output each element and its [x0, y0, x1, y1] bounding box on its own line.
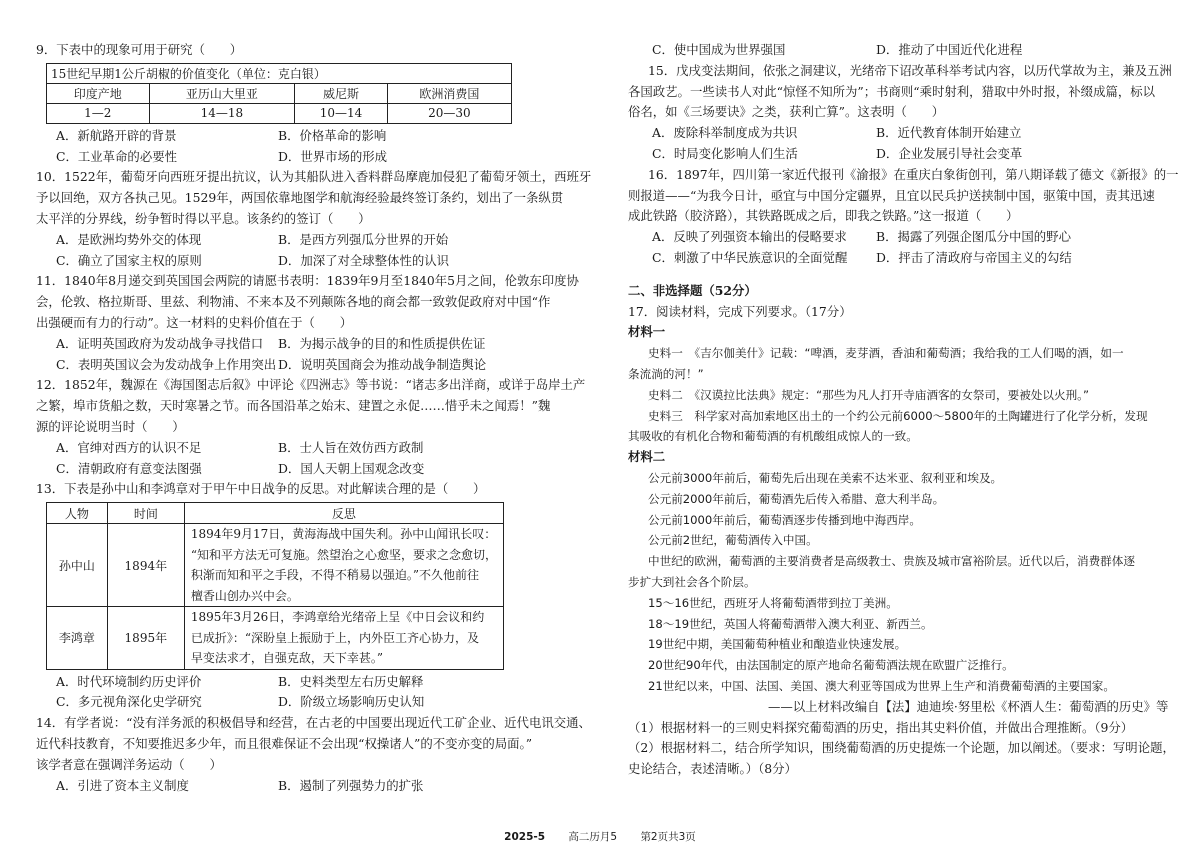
q13-option-b[interactable]: B．史料类型左右历史解释: [278, 673, 424, 689]
q14-stem-line: 近代科技教育，不知要推迟多少年，而且很难保证不会出现“权操诸人”的不变亦变的局面。”: [36, 736, 533, 752]
q13-time-cell: 1895年: [107, 607, 184, 670]
q13-reflection-cell: [184, 607, 503, 670]
material-1-line: 条流淌的河！”: [628, 366, 704, 381]
q13-header-person: 人物: [47, 503, 108, 524]
q11-stem-line: 出强硬而有力的行动”。这一材料的史料价值在于（ ）: [36, 314, 353, 330]
q10-option-c[interactable]: C．确立了国家主权的原则: [56, 252, 202, 268]
q17-stem: 17．阅读材料，完成下列要求。（17分）: [628, 303, 852, 319]
q16-option-a[interactable]: A．反映了列强资本输出的侵略要求: [652, 229, 847, 245]
q12-options-row: [36, 438, 578, 459]
q9-options-row: [36, 147, 578, 168]
material-1-line: 史料三 科学家对高加索地区出土的一个约公元前6000～5800年的土陶罐进行了化学分析，发现: [648, 408, 1148, 423]
q11-option-c[interactable]: C．表明英国议会为发动战争上作用突出: [56, 356, 277, 372]
material-2-line: 19世纪中期，美国葡萄种植业和酿造业快速发展。: [648, 637, 907, 652]
q16-option-b[interactable]: B．揭露了列强企图瓜分中国的野心: [876, 229, 1071, 245]
q13-reflection-line: 1895年3月26日，李鸿章给光绪帝上呈《中日会议和约: [190, 610, 485, 625]
right-column: [628, 40, 1179, 780]
q14-stem-line: 该学者意在强调洋务运动（ ）: [36, 756, 222, 772]
material-2-line: 中世纪的欧洲，葡萄酒的主要消费者是高级教士、贵族及城市富裕阶层。近代以后，消费群体逐: [648, 554, 1135, 569]
q12-options-row: [36, 459, 578, 480]
q11-option-a[interactable]: A．证明英国政府为发动战争寻找借口: [56, 335, 264, 351]
section-2-heading: 二、非选择题（52分）: [628, 282, 757, 298]
q16-option-c[interactable]: C．刺激了中华民族意识的全面觉醒: [652, 249, 848, 265]
q11-options-row: [36, 334, 578, 355]
q10-stem-line: 太平洋的分界线，纷争暂时得以平息。该条约的签订（ ）: [36, 210, 371, 226]
q13-reflection-line: 檀香山创办兴中会。: [190, 588, 299, 603]
q9-option-a[interactable]: A．新航路开辟的背景: [56, 127, 177, 143]
material-1-line: 史料一 《吉尔伽美什》记载：“啤酒，麦芽酒，香油和葡萄酒；我给我的工人们喝的酒，如一: [648, 346, 1124, 361]
q15-options-row: [628, 123, 1168, 144]
q14-option-d[interactable]: D．推动了中国近代化进程: [876, 42, 1023, 57]
q15-option-b[interactable]: B．近代教育体制开始建立: [876, 125, 1022, 141]
q14-option-a[interactable]: A．引进了资本主义制度: [56, 777, 189, 793]
q9-option-c[interactable]: C．工业革命的必要性: [56, 148, 177, 164]
q12-option-a[interactable]: A．官绅对西方的认识不足: [56, 439, 202, 455]
q14-option-b[interactable]: B．遏制了列强势力的扩张: [278, 777, 424, 793]
material-1-line: 其吸收的有机化合物和葡萄酒的有机酸组成惊人的一致。: [628, 429, 918, 444]
q14-stem-line: 14．有学者说：“没有洋务派的积极倡导和经营，在古老的中国要出现近代工矿企业、近代电讯交通、: [36, 715, 591, 731]
q10-option-d[interactable]: D．加深了对全球整体性的认识: [278, 252, 450, 268]
q9-value-cell: 14—18: [149, 103, 295, 123]
q12-option-c[interactable]: C．清朝政府有意变法图强: [56, 460, 202, 476]
q16-options-row: [628, 248, 1168, 269]
material-2-line: 21世纪以来，中国、法国、美国、澳大利亚等国成为世界上生产和消费葡萄酒的主要国家。: [648, 678, 1115, 693]
footer-date: 2025-5: [504, 831, 546, 843]
q12-option-b[interactable]: B．士人旨在效仿西方政制: [278, 439, 424, 455]
q12-option-d[interactable]: D．国人天朝上国观念改变: [278, 460, 425, 476]
material-2-line: 公元前3000年前后，葡萄先后出现在美索不达米亚、叙利亚和埃及。: [648, 470, 1003, 485]
q10-option-a[interactable]: A．是欧洲均势外交的体现: [56, 231, 202, 247]
q13-person-cell: 李鸿章: [47, 607, 108, 670]
q17-requirement-line: （2）根据材料二，结合所学知识，围绕葡萄酒的历史提炼一个论题，加以阐述。（要求：写明论题，: [628, 740, 1175, 756]
q11-stem-line: 11．1840年8月递交到英国国会两院的请愿书表明：1839年9月至1840年5月之间，伦敦东印度协: [36, 273, 579, 289]
q12-stem-line: 之繁，埠市货船之数，天时寒暑之节。而各国沿革之始末、建置之永促……惜乎未之闻焉！”魏: [36, 398, 551, 414]
q14-option-c[interactable]: C．使中国成为世界强国: [652, 42, 786, 57]
q13-reflection-cell: [184, 524, 503, 607]
q10-option-b[interactable]: B．是西方列强瓜分世界的开始: [278, 231, 449, 247]
q16-option-d[interactable]: D．抨击了清政府与帝国主义的勾结: [876, 249, 1072, 265]
q13-reflection-line: 早变法求才，自强克敌，天下幸甚。”: [190, 651, 383, 666]
q9-table-caption: 15世纪早期1公斤胡椒的价值变化（单位：克白银）: [47, 63, 512, 83]
q14-options-row: [36, 776, 578, 797]
q9-header-cell: 威尼斯: [295, 83, 388, 103]
material-2-line: 公元前2000年前后，葡萄酒先后传入希腊、意大利半岛。: [648, 491, 945, 506]
q13-option-a[interactable]: A．时代环境制约历史评价: [56, 673, 202, 689]
q13-reflection-line: “知和平方法无可复施。然望治之心愈坚，要求之念愈切，: [190, 547, 497, 562]
q9-value-cell: 20—30: [387, 103, 511, 123]
q11-options-row: [36, 355, 578, 376]
q12-stem-line: 12．1852年，魏源在《海国图志后叙》中评论《四洲志》等书说：“诸志多出洋商，或详于岛岸土产: [36, 377, 586, 393]
q15-options-row: [628, 144, 1168, 165]
q13-header-reflection: 反思: [184, 503, 503, 524]
q9-options-row: [36, 126, 578, 147]
q16-stem-line: 16．1897年，四川第一家近代报刊《渝报》在重庆白象街创刊，第八期译载了德文《新报》的一: [648, 166, 1179, 182]
q16-stem-line: 成此铁路（胶济路），其铁路既成之后，即我之铁路。”这一报道（ ）: [628, 208, 1019, 224]
q11-stem-line: 会，伦敦、格拉斯哥、里兹、利物浦、不来本及不列颠陈各地的商会都一致敦促政府对中国“作: [36, 294, 551, 310]
q9-option-b[interactable]: B．价格革命的影响: [278, 127, 387, 143]
q9-table: [46, 63, 512, 124]
q16-stem-line: 则报道——“为我今日计，亟宜与中国分定疆界，且宜以民兵护送挟制中国，驱策中国，责其迅速: [628, 187, 1155, 203]
q17-requirement-line: 史论结合，表述清晰。）（8分）: [628, 761, 797, 777]
q9-header-cell: 印度产地: [47, 83, 150, 103]
material-2-line: 18～19世纪，英国人将葡萄酒带入澳大利亚、新西兰。: [648, 616, 933, 631]
page-footer: [0, 829, 1200, 844]
q10-stem-line: 10．1522年，葡萄牙向西班牙提出抗议，认为其船队进入香料群岛摩鹿加侵犯了葡萄牙领土，西班牙: [36, 169, 592, 185]
q9-header-cell: 欧洲消费国: [387, 83, 511, 103]
q9-stem: 9．下表中的现象可用于研究（ ）: [36, 42, 243, 57]
spacer: [628, 269, 1168, 281]
q10-options-row: [36, 230, 578, 251]
q9-value-cell: 10—14: [295, 103, 388, 123]
q9-value-cell: 1—2: [47, 103, 150, 123]
q13-options-row: [36, 692, 578, 713]
q13-header-time: 时间: [107, 503, 184, 524]
q9-header-cell: 亚历山大里亚: [149, 83, 295, 103]
material-2-line: 步扩大到社会各个阶层。: [628, 574, 756, 589]
q9-option-d[interactable]: D．世界市场的形成: [278, 148, 388, 164]
q15-option-d[interactable]: D．企业发展引导社会变革: [876, 145, 1023, 161]
q15-option-c[interactable]: C．时局变化影响人们生活: [652, 145, 798, 161]
q13-options-row: [36, 672, 578, 693]
material-2-line: 公元前1000年前后，葡萄酒逐步传播到地中海西岸。: [648, 512, 921, 527]
material-source: ——以上材料改编自【法】迪迪埃·努里松《杯酒人生：葡萄酒的历史》等: [768, 698, 1169, 714]
q15-stem-line: 各国政艺。一些读书人对此“惊怪不知所为”；书商则“乘时射利，猎取中外时报，补缀成篇，标以: [628, 83, 1156, 99]
q10-options-row: [36, 251, 578, 272]
footer-exam: 高二历月5: [568, 831, 618, 843]
q13-option-c[interactable]: C．多元视角深化史学研究: [56, 694, 202, 710]
material-2-title: 材料二: [628, 449, 666, 465]
q13-option-d[interactable]: D．阶级立场影响历史认知: [278, 694, 425, 710]
q13-person-cell: 孙中山: [47, 524, 108, 607]
q16-options-row: [628, 227, 1168, 248]
q11-option-d[interactable]: D．说明英国商会为推动战争制造舆论: [278, 356, 487, 372]
q10-stem-line: 予以回绝，双方各执己见。1529年，两国依靠地图学和航海经验最终签订条约，划出了一条纵贯: [36, 190, 564, 206]
q13-reflection-line: 1894年9月17日，黄海海战中国失利。孙中山闻讯长叹：: [190, 527, 497, 542]
q15-option-a[interactable]: A．废除科举制度成为共识: [652, 125, 798, 141]
q13-time-cell: 1894年: [107, 524, 184, 607]
material-1-title: 材料一: [628, 324, 666, 340]
footer-page: 第2页共3页: [640, 831, 696, 843]
q13-table: [46, 502, 504, 670]
q12-stem-line: 源的评论说明当时（ ）: [36, 418, 185, 434]
q15-stem-line: 俗名，如《三场要诀》之类，获利亡算”。这表明（ ）: [628, 104, 945, 120]
material-1-line: 史料二 《汉谟拉比法典》规定：“那些为凡人打开寺庙酒客的女祭司，要被处以火刑。”: [648, 387, 1089, 402]
q14-options-row: [628, 40, 1168, 61]
material-2-line: 15～16世纪，西班牙人将葡萄酒带到拉丁美洲。: [648, 595, 898, 610]
q13-reflection-line: 积渐而知和平之手段，不得不稍易以强迫。”不久他前往: [190, 568, 479, 583]
q11-option-b[interactable]: B．为揭示战争的目的和性质提供佐证: [278, 335, 486, 351]
q13-reflection-line: 已成折》：“深盼皇上振励于上，内外臣工齐心协力，及: [190, 630, 479, 645]
q17-requirement-line: （1）根据材料一的三则史料探究葡萄酒的历史，指出其史料价值，并做出合理推断。（9分）: [628, 719, 1134, 735]
material-2-line: 20世纪90年代，由法国制定的原产地命名葡萄酒法规在欧盟广泛推行。: [648, 658, 1014, 673]
q13-stem: 13．下表是孙中山和李鸿章对于甲午中日战争的反思。对此解读合理的是（ ）: [36, 481, 486, 497]
left-column: [36, 40, 592, 796]
material-2-line: 公元前2世纪，葡萄酒传入中国。: [648, 533, 818, 548]
q15-stem-line: 15．戊戌变法期间，依张之洞建议，光绪帝下诏改革科举考试内容，以历代掌故为主，兼及五洲: [648, 62, 1172, 78]
